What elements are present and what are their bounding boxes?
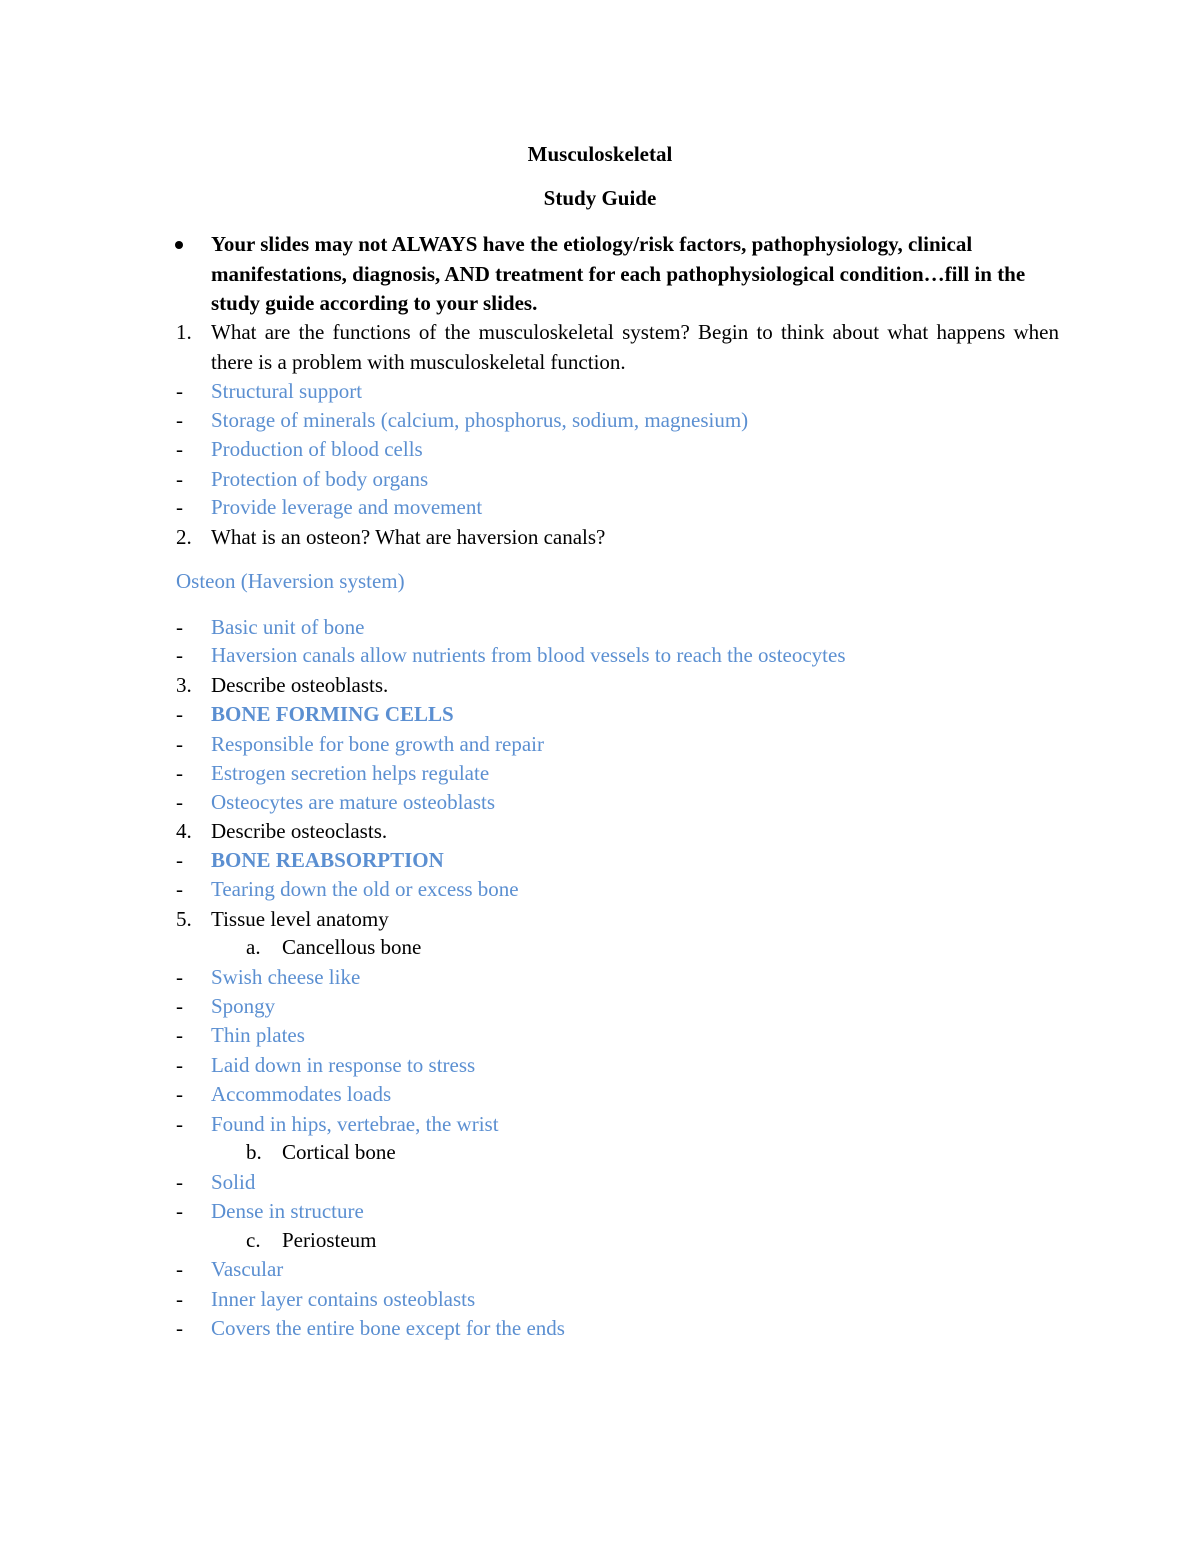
doc-subtitle: Study Guide <box>543 186 657 210</box>
bullet-icon <box>175 241 183 249</box>
note-text: Your slides may not ALWAYS have the etiology/risk factors, pathophysiology, clinical manifestations, diagnosis, AND treatment for each pathophysiological condition…fill in the study guide according to your slides. <box>211 232 1026 315</box>
doc-title: Musculoskeletal <box>527 142 673 166</box>
document-page: Musculoskeletal Study Guide Your slides may not ALWAYS have the etiology/risk factors, pathophysiology, clinical manifestations, diagnosis, AND treatment for each pathophysiological condition…fill in the study guide according to your slides. 1. What are the functions of the musculoskeletal system? Begin to think about what happens when there is a problem with musculoskeletal function. - Structural support - Storage of minerals (calcium, phosphorus, sodium, magnesium) - Production of blood cells - Protection of body organs - Provide leverage and movement 2. What is an osteon? What are haversion canals? Osteon (Haversion system) - Basic unit of bone - Haversion canals allow nutrients from blood vessels to reach the osteocytes 3. Describe osteoblasts. - BONE FORMING CELLS - Responsible for bone growth and repair - Estrogen secretion helps regulate - Osteocytes are mature osteoblasts 4. Describe osteoclasts. - BONE REABSORPTION - Tearing down the old or excess bone 5. Tissue level anatomy a. Cancellous bone - Swish cheese like - Spongy - Thin plates - Laid down in response to stress - Accommodates loads - Found in hips, vertebrae, the wrist b. Cortical bone - Solid - Dense in structure c. Periosteum - Vascular - Inner layer contains osteoblasts - Covers the entire bone except for the ends <box>0 0 1200 1553</box>
question-1-text: What are the functions of the musculoskeletal system? Begin to think about what happens when there is a problem with musculoskeletal function. <box>211 320 1059 374</box>
